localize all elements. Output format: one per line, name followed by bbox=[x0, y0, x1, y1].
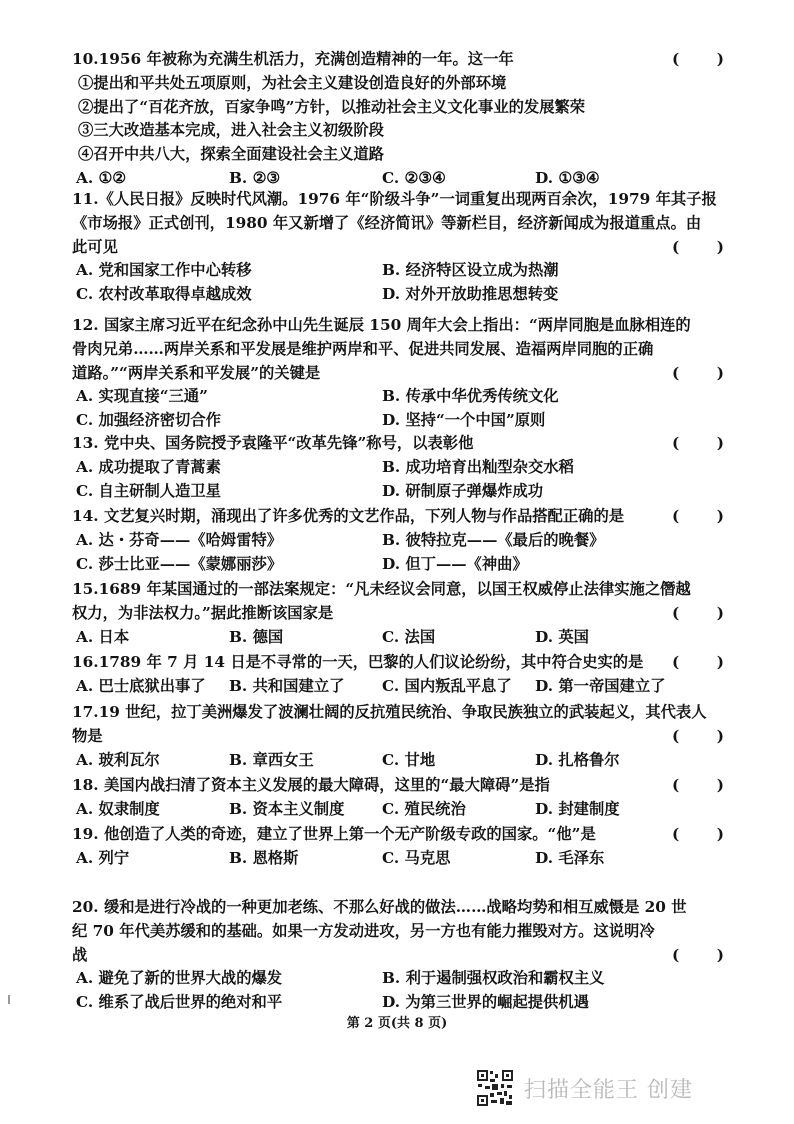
option-c: C. ②③④ bbox=[382, 168, 446, 187]
options-row bbox=[72, 480, 724, 504]
answer-paren bbox=[672, 602, 724, 626]
scanner-watermark bbox=[476, 1068, 693, 1108]
paren-open: ( bbox=[672, 507, 680, 525]
option-a: A. 奴隶制度 bbox=[76, 799, 160, 818]
question-stem: 15.1689 年某国通过的一部法案规定：“凡未经议会同意，以国王权威停止法律实施之僭越 bbox=[72, 580, 691, 598]
page-footer: 第 2 页(共 8 页) bbox=[346, 1016, 448, 1031]
question-stem-line bbox=[72, 236, 724, 260]
question-stem: 16.1789 年 7 月 14 日是不寻常的一天，巴黎的人们议论纷纷，其中符合史实的是 bbox=[72, 653, 644, 671]
question-stem-line bbox=[72, 701, 724, 725]
options-row bbox=[72, 675, 724, 699]
paren-close: ) bbox=[716, 603, 724, 622]
option-d: D. 但丁——《神曲》 bbox=[382, 554, 528, 573]
answer-paren bbox=[672, 236, 724, 260]
question-11 bbox=[72, 188, 724, 307]
watermark-text: 扫描全能王 创建 bbox=[524, 1077, 693, 1103]
option-c: C. 殖民统治 bbox=[382, 799, 466, 818]
question-16 bbox=[72, 651, 724, 699]
margin-mark bbox=[8, 995, 10, 1004]
paren-open: ( bbox=[672, 653, 680, 671]
paren-open: ( bbox=[672, 50, 680, 68]
question-stem-line bbox=[72, 48, 724, 72]
option-a: A. 实现直接“三通” bbox=[76, 387, 208, 406]
question-stem-line bbox=[72, 188, 724, 212]
options-row bbox=[72, 967, 724, 991]
question-stem: 19. 他创造了人类的奇迹，建立了世界上第一个无产阶级专政的国家。“他”是 bbox=[72, 825, 596, 843]
options-row bbox=[72, 529, 724, 553]
statement-item: ③三大改造基本完成，进入社会主义初级阶段 bbox=[78, 121, 384, 140]
option-c: C. 农村改革取得卓越成效 bbox=[76, 285, 252, 304]
question-18 bbox=[72, 774, 724, 822]
option-b: B. 经济特区设立成为热潮 bbox=[382, 261, 559, 280]
paren-close: ) bbox=[716, 363, 724, 382]
option-c: C. 甘地 bbox=[382, 750, 436, 769]
question-stem: 14. 文艺复兴时期，涌现出了许多优秀的文艺作品，下列人物与作品搭配正确的是 bbox=[72, 507, 625, 525]
paren-close: ) bbox=[716, 50, 724, 68]
statement-item: ④召开中共八大，探索全面建设社会主义道路 bbox=[78, 145, 384, 164]
question-stem: 17.19 世纪，拉丁美洲爆发了波澜壮阔的反抗殖民统治、争取民族独立的武装起义，其代表人 bbox=[72, 703, 707, 721]
paren-close: ) bbox=[716, 507, 724, 525]
question-10 bbox=[72, 48, 724, 191]
question-stem: 战 bbox=[72, 945, 88, 964]
question-stem-line bbox=[72, 432, 724, 456]
question-stem-line bbox=[72, 602, 724, 626]
options-row bbox=[72, 385, 724, 409]
paren-open: ( bbox=[672, 776, 680, 794]
answer-paren bbox=[672, 823, 724, 847]
statement-item: ①提出和平共处五项原则，为社会主义建设创造良好的外部环境 bbox=[78, 73, 507, 92]
paren-close: ) bbox=[716, 726, 724, 745]
question-stem-line bbox=[72, 212, 724, 236]
paren-open: ( bbox=[672, 434, 680, 452]
option-d: D. 坚持“一个中国”原则 bbox=[382, 411, 546, 430]
option-b: B. 德国 bbox=[229, 627, 284, 646]
options-row bbox=[72, 456, 724, 480]
question-stem-line bbox=[72, 362, 724, 386]
option-a: A. 玻利瓦尔 bbox=[76, 750, 160, 769]
paren-open: ( bbox=[672, 825, 680, 843]
answer-paren bbox=[672, 432, 724, 456]
question-stem-line bbox=[72, 896, 724, 920]
question-14 bbox=[72, 505, 724, 576]
question-stem: 权力，为非法权力。”据此推断该国家是 bbox=[72, 603, 334, 622]
option-d: D. 封建制度 bbox=[535, 799, 620, 818]
options-row bbox=[72, 283, 724, 307]
option-b: B. ②③ bbox=[229, 168, 281, 187]
option-d: D. 为第三世界的崛起提供机遇 bbox=[382, 993, 589, 1012]
answer-paren bbox=[672, 944, 724, 968]
option-b: B. 彼特拉克——《最后的晚餐》 bbox=[382, 530, 605, 549]
paren-close: ) bbox=[716, 237, 724, 256]
option-b: B. 共和国建立了 bbox=[229, 676, 345, 695]
option-d: D. 研制原子弹爆炸成功 bbox=[382, 481, 544, 500]
option-a: A. 达・芬奇——《哈姆雷特》 bbox=[76, 530, 283, 549]
option-b: B. 传承中华优秀传统文化 bbox=[382, 387, 559, 406]
option-a: A. 党和国家工作中心转移 bbox=[76, 261, 252, 280]
paren-open: ( bbox=[672, 363, 680, 382]
option-a: A. 避免了新的世界大战的爆发 bbox=[76, 969, 283, 988]
options-row bbox=[72, 798, 724, 822]
question-stem-line bbox=[72, 578, 724, 602]
question-12 bbox=[72, 314, 724, 433]
option-b: B. 章西女王 bbox=[229, 750, 314, 769]
question-stem: 13. 党中央、国务院授予袁隆平“改革先锋”称号，以表彰他 bbox=[72, 434, 474, 452]
option-d: D. 扎格鲁尔 bbox=[535, 750, 620, 769]
option-c: C. 莎士比亚——《蒙娜丽莎》 bbox=[76, 554, 283, 573]
question-stem: 10.1956 年被称为充满生机活力，充满创造精神的一年。这一年 bbox=[72, 50, 514, 68]
qr-code-icon bbox=[476, 1069, 514, 1107]
option-c: C. 法国 bbox=[382, 627, 436, 646]
question-stem: 纪 70 年代美苏缓和的基础。如果一方发动进攻，另一方也有能力摧毁对方。这说明冷 bbox=[72, 921, 655, 940]
options-row bbox=[72, 847, 724, 871]
answer-paren bbox=[672, 774, 724, 798]
option-d: D. 英国 bbox=[535, 627, 589, 646]
statement-item: ②提出了“百花齐放，百家争鸣”方针，以推动社会主义文化事业的发展繁荣 bbox=[78, 97, 586, 116]
options-row bbox=[72, 553, 724, 577]
option-d: D. 对外开放助推思想转变 bbox=[382, 285, 559, 304]
question-stem: 12. 国家主席习近平在纪念孙中山先生诞辰 150 周年大会上指出：“两岸同胞是血脉相连的 bbox=[72, 316, 691, 334]
option-c: C. 维系了战后世界的绝对和平 bbox=[76, 993, 283, 1012]
option-b: B. 利于遏制强权政治和霸权主义 bbox=[382, 969, 605, 988]
question-stem: 道路。”“两岸关系和平发展”的关键是 bbox=[72, 363, 321, 382]
question-stem-line bbox=[72, 505, 724, 529]
option-a: A. 列宁 bbox=[76, 848, 130, 867]
option-d: D. ①③④ bbox=[535, 168, 600, 187]
paren-close: ) bbox=[716, 825, 724, 843]
paren-close: ) bbox=[716, 434, 724, 452]
question-stem-line bbox=[72, 725, 724, 749]
paren-open: ( bbox=[672, 603, 680, 622]
paren-open: ( bbox=[672, 237, 680, 256]
question-stem: 11.《人民日报》反映时代风潮。1976 年“阶级斗争”一词重复出现两百余次，1979 年其子报 bbox=[72, 190, 717, 208]
option-c: C. 自主研制人造卫星 bbox=[76, 481, 221, 500]
option-d: D. 毛泽东 bbox=[535, 848, 605, 867]
option-b: B. 成功培育出籼型杂交水稻 bbox=[382, 457, 574, 476]
option-a: A. ①② bbox=[76, 168, 126, 187]
option-a: A. 日本 bbox=[76, 627, 130, 646]
option-a: A. 巴士底狱出事了 bbox=[76, 676, 206, 695]
question-stem-line bbox=[72, 823, 724, 847]
option-c: C. 马克思 bbox=[382, 848, 451, 867]
question-17 bbox=[72, 701, 724, 772]
option-a: A. 成功提取了青蒿素 bbox=[76, 457, 221, 476]
answer-paren bbox=[672, 725, 724, 749]
answer-paren bbox=[672, 651, 724, 675]
question-stem-line bbox=[72, 338, 724, 362]
option-b: B. 恩格斯 bbox=[229, 848, 299, 867]
question-stem-line bbox=[72, 774, 724, 798]
options-row bbox=[72, 626, 724, 650]
paren-close: ) bbox=[716, 776, 724, 794]
question-stem-line bbox=[72, 314, 724, 338]
question-20 bbox=[72, 896, 724, 1015]
paren-open: ( bbox=[672, 945, 680, 964]
question-stem: 骨肉兄弟……两岸关系和平发展是维护两岸和平、促进共同发展、造福两岸同胞的正确 bbox=[72, 339, 654, 358]
options-row bbox=[72, 259, 724, 283]
option-b: B. 资本主义制度 bbox=[229, 799, 345, 818]
question-stem: 18. 美国内战扫清了资本主义发展的最大障碍，这里的“最大障碍”是指 bbox=[72, 776, 550, 794]
question-stem-line bbox=[72, 651, 724, 675]
option-d: D. 第一帝国建立了 bbox=[535, 676, 666, 695]
options-row bbox=[72, 749, 724, 773]
question-stem: 20. 缓和是进行冷战的一种更加老练、不那么好战的做法……战略均势和相互威慑是 20 世 bbox=[72, 898, 687, 916]
question-stem: 此可见 bbox=[72, 237, 118, 256]
answer-paren bbox=[672, 505, 724, 529]
answer-paren bbox=[672, 48, 724, 72]
question-stem: 《市场报》正式创刊，1980 年又新增了《经济简讯》等新栏目，经济新闻成为报道重点。由 bbox=[72, 213, 702, 232]
paren-close: ) bbox=[716, 653, 724, 671]
question-stem-line bbox=[72, 944, 724, 968]
options-row bbox=[72, 409, 724, 433]
question-13 bbox=[72, 432, 724, 503]
option-c: C. 加强经济密切合作 bbox=[76, 411, 221, 430]
paren-close: ) bbox=[716, 945, 724, 964]
question-19 bbox=[72, 823, 724, 871]
question-15 bbox=[72, 578, 724, 649]
paren-open: ( bbox=[672, 726, 680, 745]
option-c: C. 国内叛乱平息了 bbox=[382, 676, 512, 695]
question-stem: 物是 bbox=[72, 726, 103, 745]
question-stem-line bbox=[72, 920, 724, 944]
answer-paren bbox=[672, 362, 724, 386]
